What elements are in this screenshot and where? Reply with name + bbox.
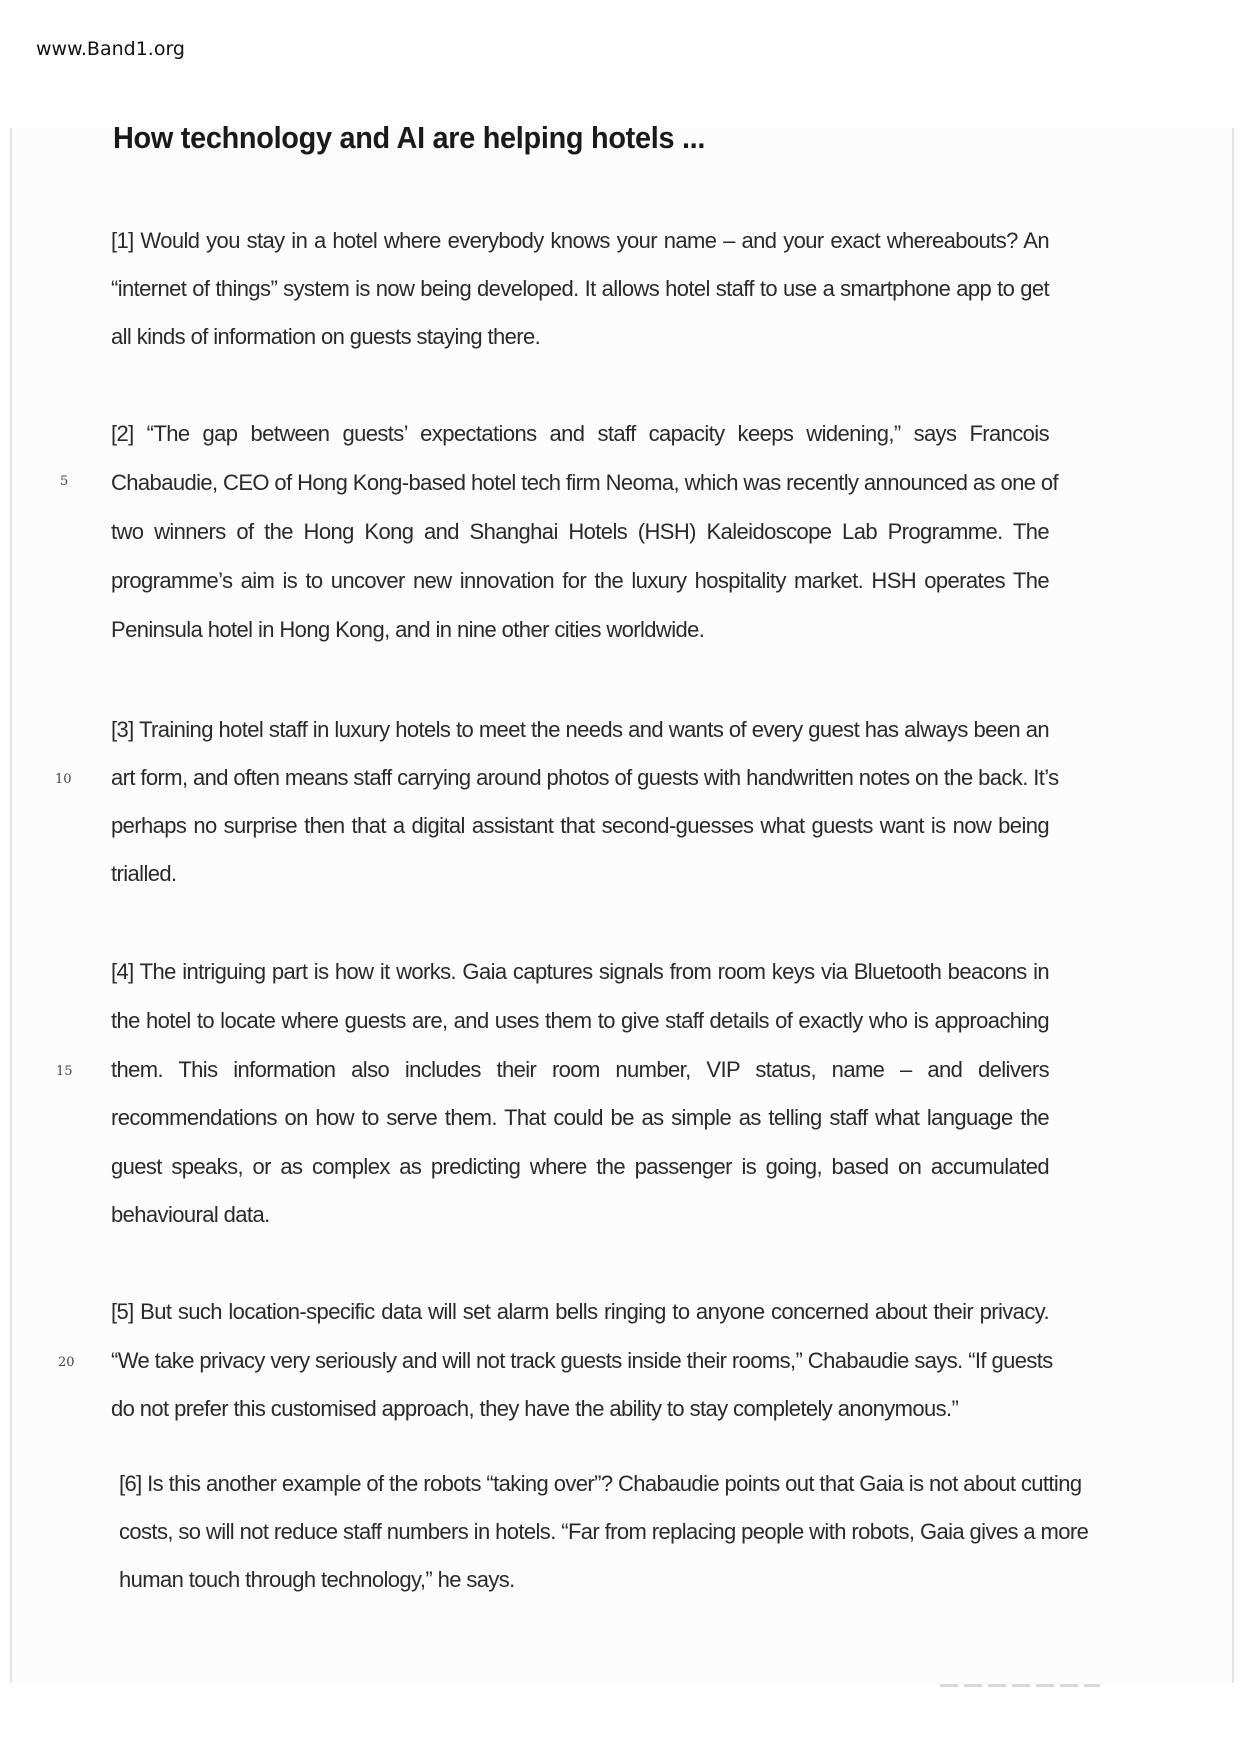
paragraph-5-line: do not prefer this customised approach, they have the ability to stay completely anonymous.”: [111, 1396, 959, 1421]
line-number: 10: [55, 772, 72, 787]
footer-smudge: [940, 1684, 1100, 1687]
paragraph-2-line: two winners of the Hong Kong and Shanghai Hotels (HSH) Kaleidoscope Lab Programme. The: [111, 519, 1049, 544]
paragraph-2-line: programme’s aim is to uncover new innovation for the luxury hospitality market. HSH operates The: [111, 568, 1049, 593]
paragraph-4-line: recommendations on how to serve them. That could be as simple as telling staff what language the: [111, 1105, 1049, 1130]
paragraph-4-line: the hotel to locate where guests are, and uses them to give staff details of exactly who is approaching: [111, 1008, 1049, 1033]
paragraph-4-line: [4] The intriguing part is how it works. Gaia captures signals from room keys via Bluetooth beacons in: [111, 959, 1049, 984]
paragraph-6-line: [6] Is this another example of the robots “taking over”? Chabaudie points out that Gaia is not about cutting: [119, 1471, 1082, 1496]
paragraph-5-line: “We take privacy very seriously and will not track guests inside their rooms,” Chabaudie says. “If guests: [111, 1348, 1053, 1373]
paragraph-3-line: trialled.: [111, 861, 177, 886]
paragraph-1-line: all kinds of information on guests staying there.: [111, 324, 541, 349]
paragraph-2-line: [2] “The gap between guests’ expectations and staff capacity keeps widening,” says Francois: [111, 421, 1049, 446]
paragraph-4-line: guest speaks, or as complex as predicting where the passenger is going, based on accumulated: [111, 1154, 1049, 1179]
paragraph-5-line: [5] But such location-specific data will set alarm bells ringing to anyone concerned about their privacy.: [111, 1299, 1049, 1324]
paragraph-2-line: Peninsula hotel in Hong Kong, and in nine other cities worldwide.: [111, 617, 705, 642]
paragraph-6-line: human touch through technology,” he says.: [119, 1567, 515, 1592]
paragraph-1-line: [1] Would you stay in a hotel where everybody knows your name – and your exact whereabouts? An: [111, 228, 1049, 253]
line-number: 5: [60, 474, 69, 489]
paragraph-4-line: behavioural data.: [111, 1202, 270, 1227]
paragraph-2-line: Chabaudie, CEO of Hong Kong-based hotel tech firm Neoma, which was recently announced as one of: [111, 470, 1059, 495]
paragraph-3-line: art form, and often means staff carrying around photos of guests with handwritten notes on the back. It’s: [111, 765, 1059, 790]
paragraph-3-line: [3] Training hotel staff in luxury hotels to meet the needs and wants of every guest has always been an: [111, 717, 1049, 742]
line-number: 15: [56, 1064, 73, 1079]
scanned-page: [10, 128, 1234, 1683]
paragraph-4-line: them. This information also includes their room number, VIP status, name – and delivers: [111, 1057, 1049, 1082]
article-title: How technology and AI are helping hotels ...: [113, 120, 706, 155]
site-url[interactable]: www.Band1.org: [36, 38, 185, 60]
paragraph-3-line: perhaps no surprise then that a digital assistant that second-guesses what guests want is now being: [111, 813, 1049, 838]
paragraph-1-line: “internet of things” system is now being developed. It allows hotel staff to use a smartphone app to get: [111, 276, 1049, 301]
paragraph-6-line: costs, so will not reduce staff numbers in hotels. “Far from replacing people with robots, Gaia gives a more: [119, 1519, 1089, 1544]
line-number: 20: [58, 1355, 75, 1370]
